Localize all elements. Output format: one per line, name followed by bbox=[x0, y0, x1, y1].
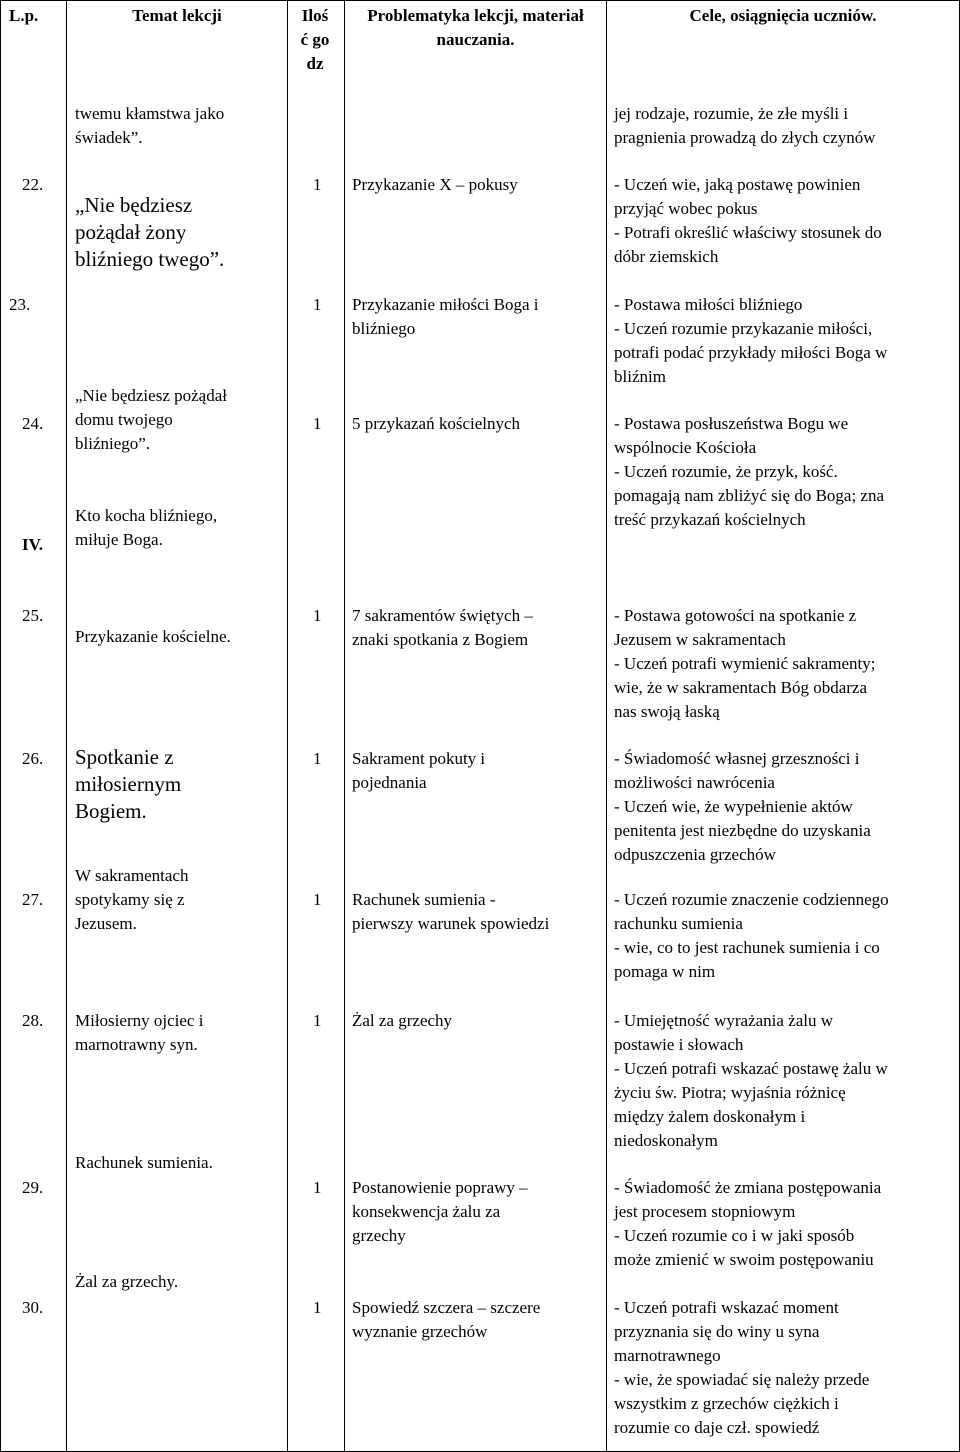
row-25-hours: 1 bbox=[313, 606, 322, 625]
row-27-goals: - Uczeń rozumie znaczenie codziennego rachunku sumienia - wie, co to jest rachunek sumienia i co pomaga w nim bbox=[614, 890, 889, 981]
row-29-topic: Rachunek sumienia. bbox=[75, 1153, 213, 1172]
row-iv-topic: Kto kocha bliźniego, miłuje Boga. bbox=[75, 506, 218, 549]
row-29-number: 29. bbox=[22, 1178, 44, 1197]
row-30-hours: 1 bbox=[313, 1298, 322, 1317]
continued-goals: jej rodzaje, rozumie, że złe myśli i pragnienia prowadzą do złych czynów bbox=[614, 104, 876, 147]
row-28-hours: 1 bbox=[313, 1011, 322, 1030]
header-temat: Temat lekcji bbox=[132, 6, 222, 25]
row-22-hours: 1 bbox=[313, 175, 322, 194]
column-divider-lp bbox=[66, 0, 67, 1452]
row-27-number: 27. bbox=[22, 890, 44, 909]
row-30-number: 30. bbox=[22, 1298, 44, 1317]
row-28-issues: Żal za grzechy bbox=[352, 1011, 453, 1030]
column-divider-temat bbox=[287, 0, 288, 1452]
row-24-topic: „Nie będziesz pożądał domu twojego bliźniego”. bbox=[75, 386, 227, 453]
row-30-goals: - Uczeń potrafi wskazać moment przyznania się do winy u syna marnotrawnego - wie, że spowiadać się należy przede wszystkim z grzechów ciężkich i rozumie co daje czł. spowiedź bbox=[614, 1298, 870, 1437]
row-22-topic: „Nie będziesz pożądał żony bliźniego twego”. bbox=[75, 193, 225, 271]
row-27-hours: 1 bbox=[313, 890, 322, 909]
column-divider-ilosc bbox=[344, 0, 345, 1452]
row-25-topic: Przykazanie kościelne. bbox=[75, 627, 231, 646]
header-cele: Cele, osiągnięcia uczniów. bbox=[689, 6, 877, 25]
row-30-issues: Spowiedź szczera – szczere wyznanie grzechów bbox=[352, 1298, 541, 1341]
row-24-goals: - Postawa posłuszeństwa Bogu we wspólnocie Kościoła - Uczeń rozumie, że przyk, kość. pomagają nam zbliżyć się do Boga; zna treść przykazań kościelnych bbox=[614, 414, 885, 529]
row-26-hours: 1 bbox=[313, 749, 322, 768]
row-22-issues: Przykazanie X – pokusy bbox=[352, 175, 518, 194]
row-30-topic: Żal za grzechy. bbox=[75, 1272, 179, 1291]
row-iv-number: IV. bbox=[22, 535, 43, 554]
row-25-number: 25. bbox=[22, 606, 44, 625]
row-24-hours: 1 bbox=[313, 414, 322, 433]
row-23-number: 23. bbox=[9, 295, 31, 314]
row-25-goals: - Postawa gotowości na spotkanie z Jezusem w sakramentach - Uczeń potrafi wymienić sakramenty; wie, że w sakramentach Bóg obdarza nas swoją łaską bbox=[614, 606, 876, 721]
row-22-goals: - Uczeń wie, jaką postawę powinien przyjąć wobec pokus - Potrafi określić właściwy stosunek do dóbr ziemskich bbox=[614, 175, 882, 266]
row-29-issues: Postanowienie poprawy – konsekwencja żalu za grzechy bbox=[352, 1178, 528, 1245]
column-divider-problematyka bbox=[606, 0, 607, 1452]
continued-topic: twemu kłamstwa jako świadek”. bbox=[75, 104, 225, 147]
row-27-topic: W sakramentach spotykamy się z Jezusem. bbox=[75, 866, 189, 933]
row-24-number: 24. bbox=[22, 414, 44, 433]
row-29-hours: 1 bbox=[313, 1178, 322, 1197]
row-24-issues: 5 przykazań kościelnych bbox=[352, 414, 521, 433]
table-border-top bbox=[0, 0, 960, 1]
row-27-issues: Rachunek sumienia - pierwszy warunek spowiedzi bbox=[352, 890, 550, 933]
row-26-number: 26. bbox=[22, 749, 44, 768]
row-25-issues: 7 sakramentów świętych – znaki spotkania z Bogiem bbox=[352, 606, 533, 649]
table-border-left bbox=[0, 0, 1, 1452]
header-problematyka: Problematyka lekcji, materiał nauczania. bbox=[367, 6, 584, 49]
row-26-topic: Spotkanie z miłosiernym Bogiem. bbox=[75, 745, 182, 823]
row-29-goals: - Świadomość że zmiana postępowania jest procesem stopniowym - Uczeń rozumie co i w jaki sposób może zmienić w swoim postępowaniu bbox=[614, 1178, 882, 1269]
row-28-number: 28. bbox=[22, 1011, 44, 1030]
header-lp: L.p. bbox=[9, 6, 39, 25]
header-ilosc: Ilość godz bbox=[300, 6, 330, 73]
row-26-goals: - Świadomość własnej grzeszności i możliwości nawrócenia - Uczeń wie, że wypełnienie aktów penitenta jest niezbędne do uzyskania odpuszczenia grzechów bbox=[614, 749, 871, 864]
row-23-hours: 1 bbox=[313, 295, 322, 314]
row-22-number: 22. bbox=[22, 175, 44, 194]
row-28-goals: - Umiejętność wyrażania żalu w postawie i słowach - Uczeń potrafi wskazać postawę żalu w życiu św. Piotra; wyjaśnia różnicę między żalem doskonałym i niedoskonałym bbox=[614, 1011, 888, 1150]
row-28-topic: Miłosierny ojciec i marnotrawny syn. bbox=[75, 1011, 204, 1054]
row-23-goals: - Postawa miłości bliźniego - Uczeń rozumie przykazanie miłości, potrafi podać przykłady miłości Boga w bliźnim bbox=[614, 295, 888, 386]
row-26-issues: Sakrament pokuty i pojednania bbox=[352, 749, 486, 792]
row-23-issues: Przykazanie miłości Boga i bliźniego bbox=[352, 295, 539, 338]
